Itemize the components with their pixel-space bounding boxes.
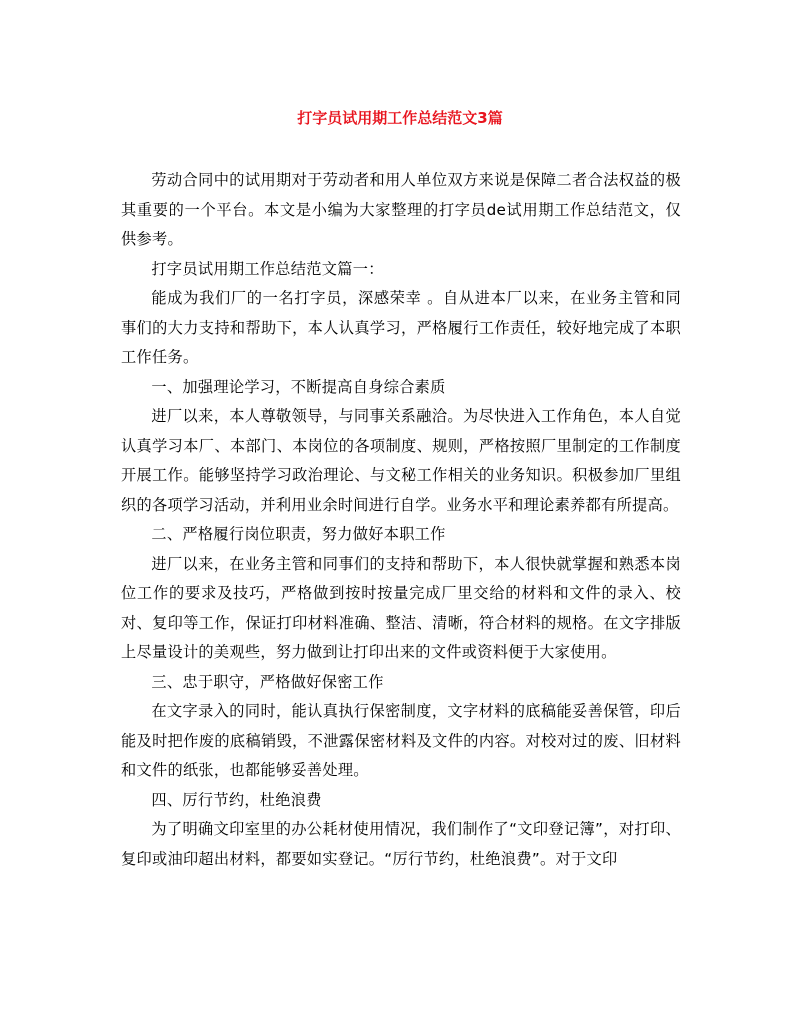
section-paragraph-3: 在文字录入的同时，能认真执行保密制度，文字材料的底稿能妥善保管，印后能及时把作废的底稿销毁，不泄露保密材料及文件的内容。对校对过的废、旧材料和文件的纸张，也都能够妥善处理。 — [121, 702, 681, 779]
section-heading-3: 三、忠于职守，严格做好保密工作 — [151, 672, 384, 691]
section-paragraph-2: 进厂以来，在业务主管和同事们的支持和帮助下，本人很快就掌握和熟悉本岗位工作的要求及技巧，严格做到按时按量完成厂里交给的材料和文件的录入、校对、复印等工作，保证打印材料准确、整洁、清晰，符合材料的规格。在文字排版上尽量设计的美观些，努力做到让打印出来的文件或资料便于大家使用。 — [121, 554, 681, 661]
document-body — [121, 166, 681, 874]
section-paragraph-4: 为了明确文印室里的办公耗材使用情况，我们制作了“文印登记簿”，对打印、复印或油印超出材料，都要如实登记。“厉行节约，杜绝浪费”。对于文印 — [121, 820, 681, 868]
document-title: 打字员试用期工作总结范文3篇 — [297, 109, 503, 127]
opening-paragraph: 能成为我们厂的一名打字员，深感荣幸 。自从进本厂以来，在业务主管和同事们的大力支持和帮助下，本人认真学习，严格履行工作责任，较好地完成了本职工作任务。 — [121, 289, 681, 366]
intro-paragraph: 劳动合同中的试用期对于劳动者和用人单位双方来说是保障二者合法权益的极其重要的一个平台。本文是小编为大家整理的打字员de试用期工作总结范文，仅供参考。 — [121, 171, 681, 248]
section-heading-1: 一、加强理论学习，不断提高自身综合素质 — [151, 377, 446, 396]
section-heading-2: 二、严格履行岗位职责，努力做好本职工作 — [151, 525, 446, 543]
section-paragraph-1: 进厂以来，本人尊敬领导，与同事关系融洽。为尽快进入工作角色，本人自觉认真学习本厂、本部门、本岗位的各项制度、规则，严格按照厂里制定的工作制度开展工作。能够坚持学习政治理论、与文秘工作相关的业务知识。积极参加厂里组织的各项学习活动，并利用业余时间进行自学。业务水平和理论素养都有所提高。 — [121, 407, 681, 514]
article-one-heading: 打字员试用期工作总结范文篇一： — [151, 259, 384, 278]
section-heading-4: 四、厉行节约，杜绝浪费 — [151, 790, 322, 809]
